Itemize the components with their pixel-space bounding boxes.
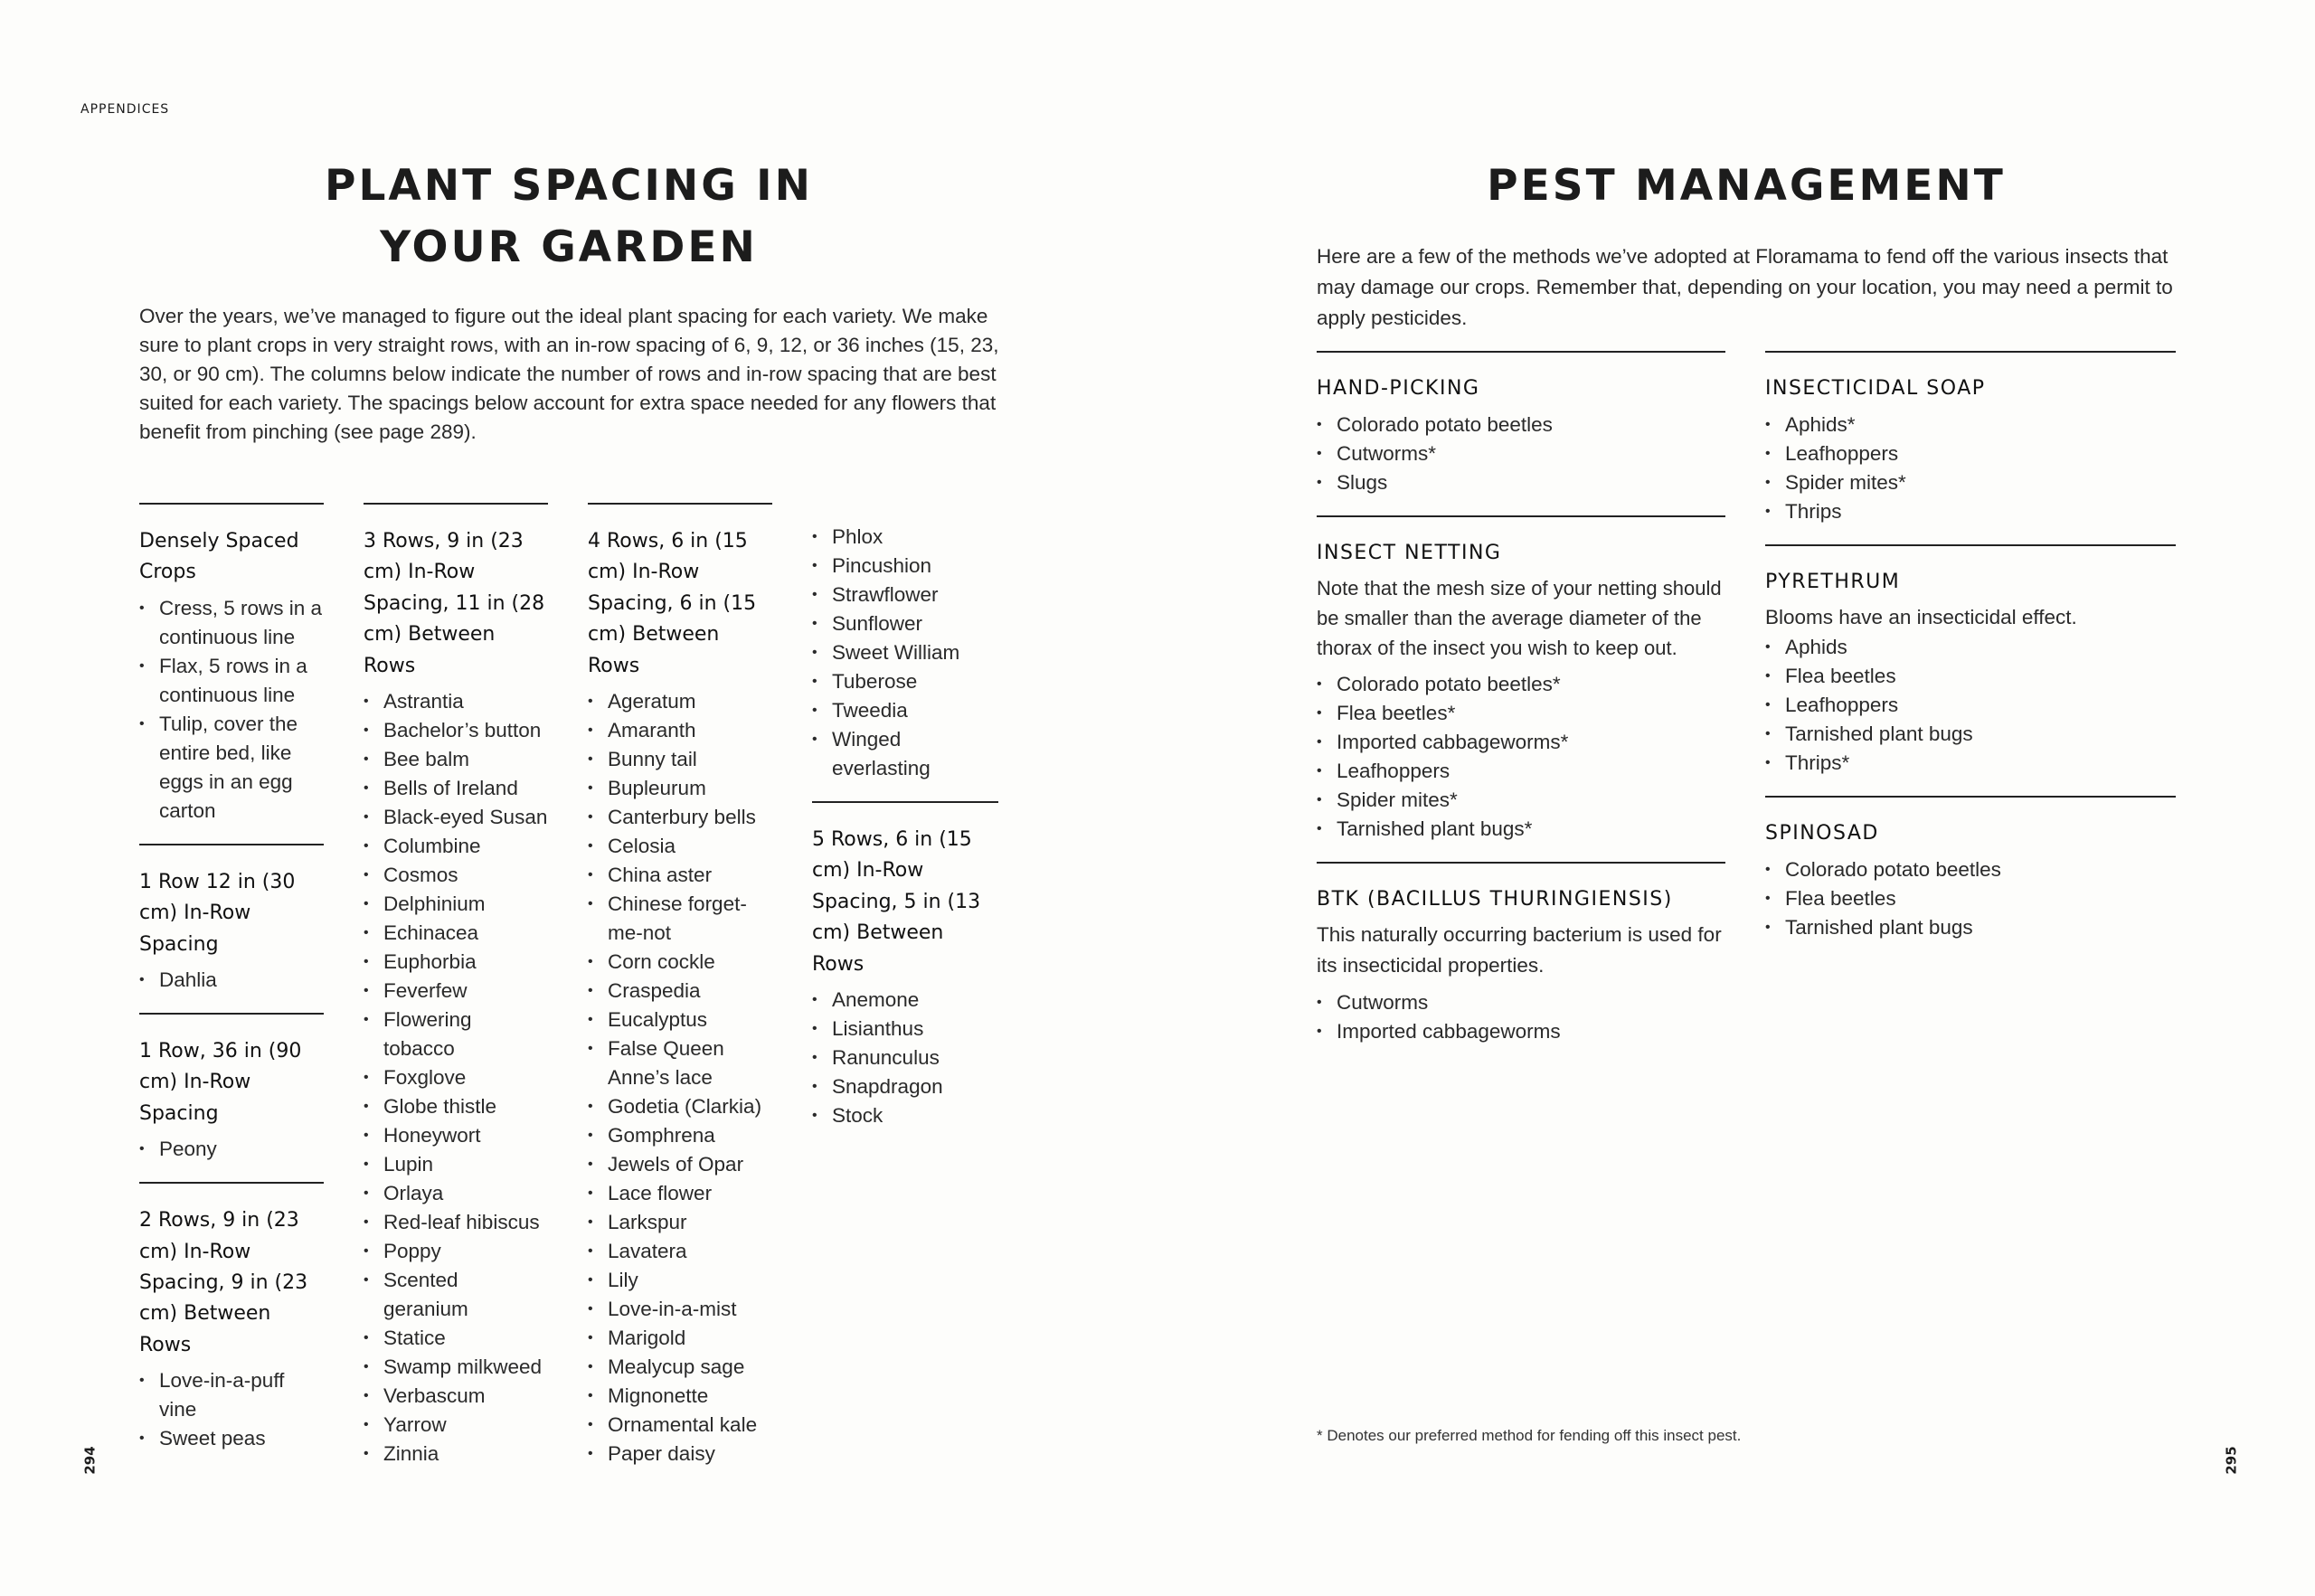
btk-description: This naturally occurring bacterium is used for its insecticidal properties. — [1317, 923, 1722, 977]
spacing-column-2 — [364, 503, 548, 1469]
list-item: • Flax, 5 rows in a continuous line — [139, 652, 324, 710]
list-item: • Cutworms — [1317, 988, 1725, 1017]
list-item: • Yarrow — [364, 1411, 548, 1440]
list-item: • Feverfew — [364, 977, 548, 1006]
list-item: • Canterbury bells — [588, 803, 772, 832]
list-item: • Honeywort — [364, 1121, 548, 1150]
section-heading-4-rows: 4 Rows, 6 in (15 cm) In-Row Spacing, 6 in (15 cm) Between Rows — [588, 530, 757, 677]
section-heading-densely-spaced: Densely Spaced Crops — [139, 530, 299, 584]
method-heading-btk: BTK (BACILLUS THURINGIENSIS) — [1317, 888, 1673, 911]
list-item: • Tuberose — [812, 667, 998, 696]
list-item: • Mealycup sage — [588, 1353, 772, 1382]
list-item: • Zinnia — [364, 1440, 548, 1469]
list-item: • Flea beetles* — [1317, 699, 1725, 728]
list-item: • Stock — [812, 1101, 998, 1130]
list-item: • Ranunculus — [812, 1044, 998, 1072]
1-row-36in-list — [139, 1135, 324, 1164]
list-item: • Flea beetles — [1765, 884, 2176, 913]
spacing-column-4 — [812, 523, 998, 1130]
list-item: • Flowering tobacco — [364, 1006, 548, 1063]
list-item: • Strawflower — [812, 581, 998, 609]
list-item: • Snapdragon — [812, 1072, 998, 1101]
section-heading-1-row-36in: 1 Row, 36 in (90 cm) In-Row Spacing — [139, 1040, 302, 1125]
list-item: • False Queen Anne’s lace — [588, 1034, 772, 1092]
list-item: • Jewels of Opar — [588, 1150, 772, 1179]
1-row-12in-list — [139, 966, 324, 995]
list-item: • Tarnished plant bugs* — [1317, 815, 1725, 844]
list-item: • Chinese forget-me-not — [588, 890, 772, 948]
running-head: APPENDICES — [80, 102, 170, 117]
method-heading-pyrethrum: PYRETHRUM — [1765, 571, 1901, 593]
list-item: • Imported cabbageworms* — [1317, 728, 1725, 757]
5-rows-list — [812, 986, 998, 1130]
list-item: • Spider mites* — [1765, 468, 2176, 497]
list-item: • Cress, 5 rows in a continuous line — [139, 594, 324, 652]
list-item: • China aster — [588, 861, 772, 890]
list-item: • Foxglove — [364, 1063, 548, 1092]
list-item: • Winged everlasting — [812, 725, 998, 783]
list-item: • Delphinium — [364, 890, 548, 919]
list-item: • Colorado potato beetles* — [1317, 670, 1725, 699]
list-item: • Sweet peas — [139, 1424, 324, 1453]
list-item: • Love-in-a-mist — [588, 1295, 772, 1324]
list-item: • Ageratum — [588, 687, 772, 716]
list-item: • Larkspur — [588, 1208, 772, 1237]
page-number-right: 295 — [2223, 1446, 2240, 1475]
method-heading-insect-netting: INSECT NETTING — [1317, 542, 1502, 564]
list-item: • Corn cockle — [588, 948, 772, 977]
list-item: • Lavatera — [588, 1237, 772, 1266]
list-item: • Astrantia — [364, 687, 548, 716]
list-item: • Celosia — [588, 832, 772, 861]
list-item: • Tulip, cover the entire bed, like eggs in an egg carton — [139, 710, 324, 826]
list-item: • Tweedia — [812, 696, 998, 725]
densely-spaced-list — [139, 594, 324, 826]
list-item: • Imported cabbageworms — [1317, 1017, 1725, 1046]
4-rows-list — [588, 687, 772, 1469]
list-item: • Ornamental kale — [588, 1411, 772, 1440]
pest-column-a — [1317, 351, 1725, 1046]
list-item: • Tarnished plant bugs — [1765, 913, 2176, 942]
title-line-2: YOUR GARDEN — [380, 222, 758, 272]
insect-netting-description: Note that the mesh size of your netting should be smaller than the average diameter of the thorax of the insect you wish to keep out. — [1317, 577, 1722, 659]
list-item: • Aphids — [1765, 633, 2176, 662]
list-item: • Paper daisy — [588, 1440, 772, 1469]
section-heading-3-rows: 3 Rows, 9 in (23 cm) In-Row Spacing, 11 in (28 cm) Between Rows — [364, 530, 545, 677]
pest-management-title: PEST MANAGEMENT — [1487, 161, 2006, 211]
pest-intro: Here are a few of the methods we’ve adopted at Floramama to fend off the various insects that may damage our crops. Remember that, depending on your location, you may need a permit to apply pesticides. — [1317, 245, 2173, 329]
3-rows-list — [364, 687, 548, 1469]
list-item: • Slugs — [1317, 468, 1725, 497]
section-heading-5-rows: 5 Rows, 6 in (15 cm) In-Row Spacing, 5 in (13 cm) Between Rows — [812, 828, 981, 976]
pest-column-b — [1765, 351, 2176, 942]
list-item: • Leafhoppers — [1765, 439, 2176, 468]
spinosad-list — [1765, 855, 2176, 942]
btk-list — [1317, 988, 1725, 1046]
list-item: • Mignonette — [588, 1382, 772, 1411]
list-item: • Statice — [364, 1324, 548, 1353]
list-item: • Thrips — [1765, 497, 2176, 526]
list-item: • Flea beetles — [1765, 662, 2176, 691]
section-heading-1-row-12in: 1 Row 12 in (30 cm) In-Row Spacing — [139, 870, 296, 956]
4-rows-list-continued — [812, 523, 998, 783]
title-line-1: PLANT SPACING IN — [325, 161, 813, 211]
section-heading-2-rows: 2 Rows, 9 in (23 cm) In-Row Spacing, 9 in (23 cm) Between Rows — [139, 1209, 308, 1356]
list-item: • Craspedia — [588, 977, 772, 1006]
list-item: • Eucalyptus — [588, 1006, 772, 1034]
list-item: • Bells of Ireland — [364, 774, 548, 803]
hand-picking-list — [1317, 411, 1725, 497]
list-item: • Peony — [139, 1135, 324, 1164]
list-item: • Phlox — [812, 523, 998, 552]
list-item: • Sweet William — [812, 638, 998, 667]
list-item: • Anemone — [812, 986, 998, 1015]
list-item: • Lisianthus — [812, 1015, 998, 1044]
method-heading-spinosad: SPINOSAD — [1765, 822, 1879, 845]
list-item: • Aphids* — [1765, 411, 2176, 439]
list-item: • Gomphrena — [588, 1121, 772, 1150]
left-page-title — [139, 156, 998, 279]
list-item: • Cutworms* — [1317, 439, 1725, 468]
list-item: • Bupleurum — [588, 774, 772, 803]
spacing-intro: Over the years, we’ve managed to figure out the ideal plant spacing for each variety. We make sure to plant crops in very straight rows, with an in-row spacing of 6, 9, 12, or 36 inches (15, 23, 30, or 90 cm). The columns below indicate the number of rows and in-row spacing that are best suited for each variety. The spacings below account for extra space needed for any flowers that benefit from pinching (see page 289). — [139, 305, 999, 443]
list-item: • Scented geranium — [364, 1266, 548, 1324]
list-item: • Lace flower — [588, 1179, 772, 1208]
pyrethrum-description: Blooms have an insecticidal effect. — [1765, 606, 2077, 628]
list-item: • Echinacea — [364, 919, 548, 948]
list-item: • Sunflower — [812, 609, 998, 638]
list-item: • Leafhoppers — [1765, 691, 2176, 720]
page-number-left: 294 — [81, 1446, 99, 1475]
list-item: • Euphorbia — [364, 948, 548, 977]
list-item: • Dahlia — [139, 966, 324, 995]
list-item: • Orlaya — [364, 1179, 548, 1208]
method-heading-hand-picking: HAND-PICKING — [1317, 377, 1480, 400]
list-item: • Tarnished plant bugs — [1765, 720, 2176, 749]
list-item: • Pincushion — [812, 552, 998, 581]
list-item: • Godetia (Clarkia) — [588, 1092, 772, 1121]
footnote: * Denotes our preferred method for fending off this insect pest. — [1317, 1427, 1742, 1444]
list-item: • Colorado potato beetles — [1317, 411, 1725, 439]
list-item: • Bee balm — [364, 745, 548, 774]
list-item: • Columbine — [364, 832, 548, 861]
list-item: • Black-eyed Susan — [364, 803, 548, 832]
list-item: • Lupin — [364, 1150, 548, 1179]
list-item: • Globe thistle — [364, 1092, 548, 1121]
method-heading-insecticidal-soap: INSECTICIDAL SOAP — [1765, 377, 1986, 400]
insect-netting-list — [1317, 670, 1725, 844]
list-item: • Spider mites* — [1317, 786, 1725, 815]
spacing-column-1 — [139, 503, 324, 1453]
list-item: • Thrips* — [1765, 749, 2176, 778]
list-item: • Red-leaf hibiscus — [364, 1208, 548, 1237]
list-item: • Amaranth — [588, 716, 772, 745]
list-item: • Cosmos — [364, 861, 548, 890]
list-item: • Bunny tail — [588, 745, 772, 774]
list-item: • Poppy — [364, 1237, 548, 1266]
spacing-column-3 — [588, 503, 772, 1469]
list-item: • Bachelor’s button — [364, 716, 548, 745]
list-item: • Swamp milkweed — [364, 1353, 548, 1382]
list-item: • Leafhoppers — [1317, 757, 1725, 786]
2-rows-list — [139, 1366, 324, 1453]
list-item: • Marigold — [588, 1324, 772, 1353]
pyrethrum-list — [1765, 633, 2176, 778]
list-item: • Lily — [588, 1266, 772, 1295]
list-item: • Colorado potato beetles — [1765, 855, 2176, 884]
list-item: • Love-in-a-puff vine — [139, 1366, 324, 1424]
insecticidal-soap-list — [1765, 411, 2176, 526]
list-item: • Verbascum — [364, 1382, 548, 1411]
